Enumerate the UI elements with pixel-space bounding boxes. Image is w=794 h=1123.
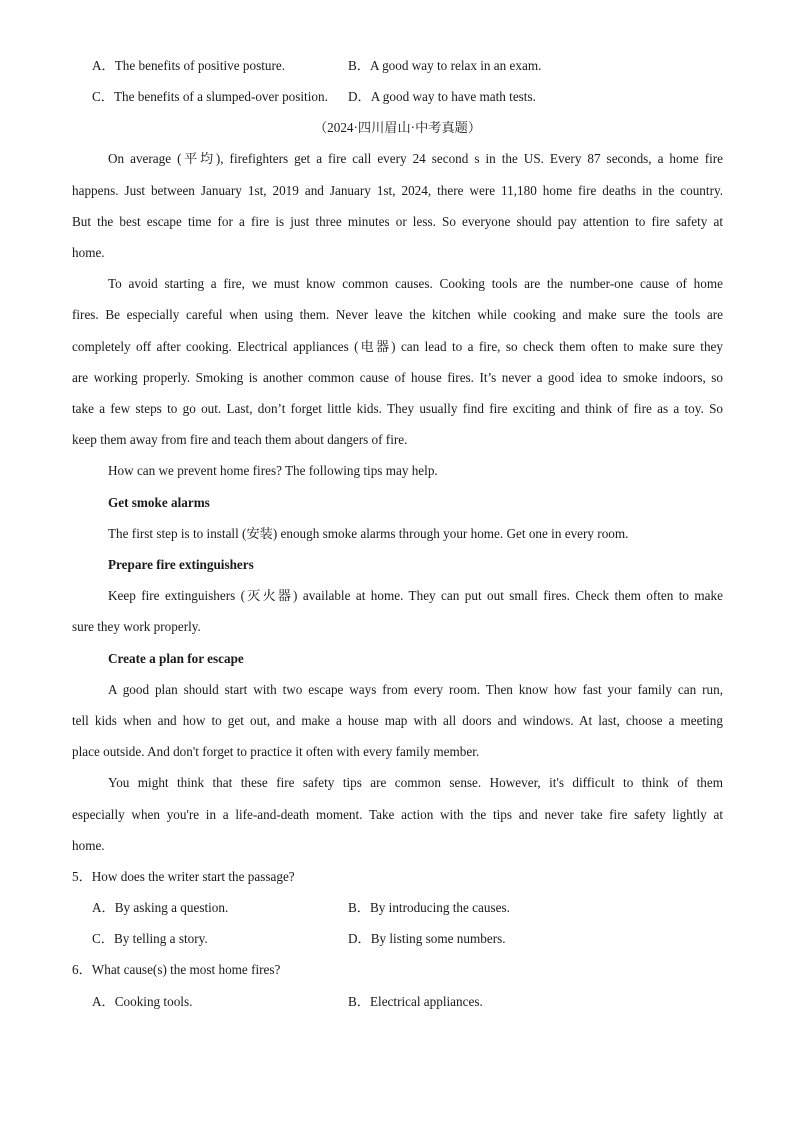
prev-option-a: A．The benefits of positive posture. xyxy=(92,58,286,73)
question-6-option-b[interactable]: B．Electrical appliances. xyxy=(348,994,483,1009)
heading-smoke-alarms: Get smoke alarms xyxy=(108,495,210,510)
question-5-option-d[interactable]: D．By listing some numbers. xyxy=(348,931,506,946)
paragraph-1-line: On average (平均), firefighters get a fire call every 24 second s in the US. Every 87 seconds, a home fire xyxy=(108,151,723,166)
paragraph-4: The first step is to install (安装) enough smoke alarms through your home. Get one in every room. xyxy=(108,526,629,541)
question-5-stem: 5．How does the writer start the passage? xyxy=(72,869,295,884)
prev-option-c: C．The benefits of a slumped-over position. xyxy=(92,89,328,104)
paragraph-2-line: are working properly. Smoking is another common cause of house fires. It’s never a good idea to smoke indoors, so xyxy=(72,370,723,385)
paragraph-2-line: take a few steps to go out. Last, don’t forget little kids. They usually find fire exciting and think of fire as a toy. So xyxy=(72,401,723,416)
paragraph-7-line: especially when you're in a life-and-death moment. Take action with the tips and never take fire safety lightly at xyxy=(72,807,723,822)
prev-option-d: D．A good way to have math tests. xyxy=(348,89,536,104)
question-5-option-b[interactable]: B．By introducing the causes. xyxy=(348,900,510,915)
heading-escape-plan: Create a plan for escape xyxy=(108,651,244,666)
paragraph-5-line: Keep fire extinguishers (灭火器) available at home. They can put out small fires. Check them often to make xyxy=(108,588,723,603)
question-5-option-c[interactable]: C．By telling a story. xyxy=(92,931,208,946)
paragraph-1-line: But the best escape time for a fire is just three minutes or less. So everyone should pay attention to fire safety at xyxy=(72,214,723,229)
question-6-option-a[interactable]: A．Cooking tools. xyxy=(92,994,193,1009)
paragraph-1-line: happens. Just between January 1st, 2019 and January 1st, 2024, there were 11,180 home fire deaths in the country. xyxy=(72,183,723,198)
paragraph-1-line: home. xyxy=(72,245,105,260)
paragraph-2-line: keep them away from fire and teach them about dangers of fire. xyxy=(72,432,408,447)
paragraph-3: How can we prevent home fires? The following tips may help. xyxy=(108,463,438,478)
question-5-option-a[interactable]: A．By asking a question. xyxy=(92,900,229,915)
paragraph-7-line: You might think that these fire safety tips are common sense. However, it's difficult to think of them xyxy=(108,775,723,790)
paragraph-6-line: place outside. And don't forget to practice it often with every family member. xyxy=(72,744,480,759)
paragraph-6-line: A good plan should start with two escape ways from every room. Then know how fast your family can run, xyxy=(108,682,723,697)
heading-fire-extinguishers: Prepare fire extinguishers xyxy=(108,557,254,572)
paragraph-2-line: fires. Be especially careful when using them. Never leave the kitchen while cooking and make sure the tools are xyxy=(72,307,723,322)
paragraph-5-line: sure they work properly. xyxy=(72,619,201,634)
paragraph-2-line: completely off after cooking. Electrical appliances (电器) can lead to a fire, so check them often to make sure they xyxy=(72,339,723,354)
paragraph-2-line: To avoid starting a fire, we must know common causes. Cooking tools are the number-one cause of home xyxy=(108,276,723,291)
prev-option-b: B．A good way to relax in an exam. xyxy=(348,58,542,73)
paragraph-6-line: tell kids when and how to get out, and make a house map with all doors and windows. At last, choose a meeting xyxy=(72,713,723,728)
source-label: （2024·四川眉山·中考真题） xyxy=(313,120,482,135)
paragraph-7-line: home. xyxy=(72,838,105,853)
question-6-stem: 6．What cause(s) the most home fires? xyxy=(72,962,281,977)
